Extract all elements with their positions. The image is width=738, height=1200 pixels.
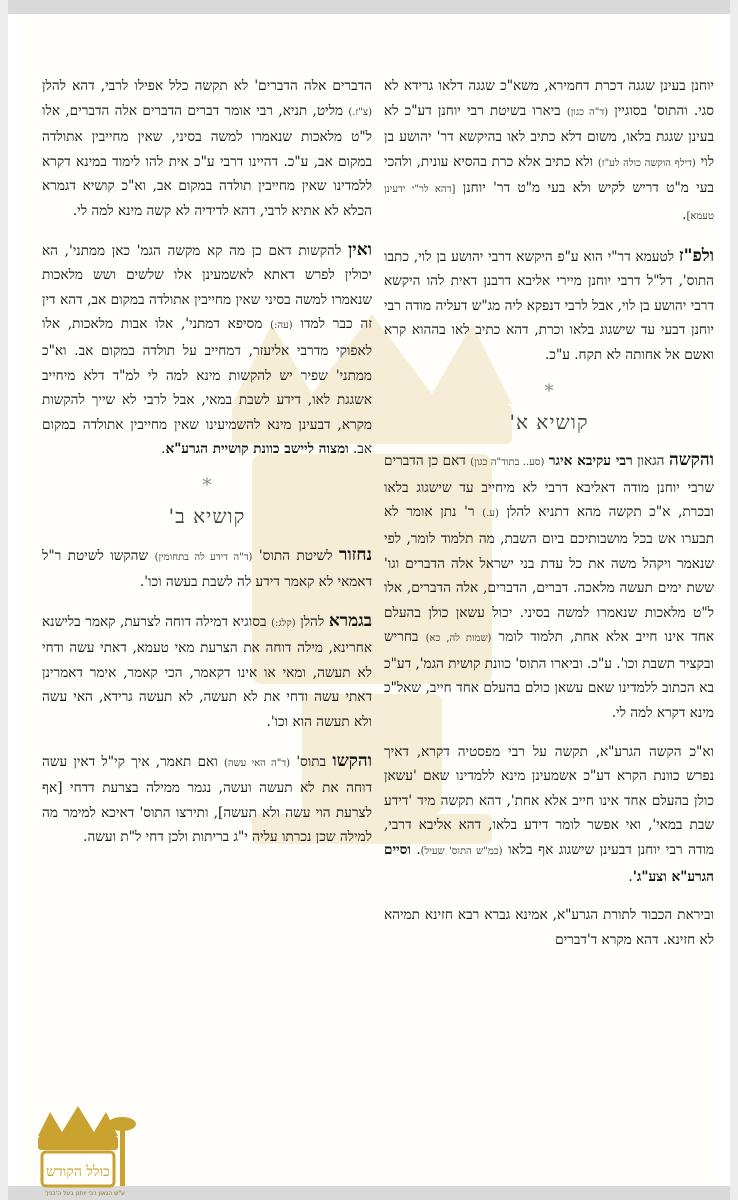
source-note: (כמ"ש התוס' שעיל): [420, 846, 503, 858]
lead-word: נחזור: [338, 544, 373, 565]
lead-word: ולפ"ז: [678, 245, 714, 266]
source-note: (דילף הוקשה כולה לע"ז): [597, 157, 696, 169]
source-note: (צ"ז.): [348, 106, 372, 118]
source-note: (ד"ה כגון): [566, 106, 609, 118]
lead-word: ואין: [347, 239, 372, 260]
paragraph: ואין להקשות דאם כן מה קא מקשה הגמ' כאן ממתני', הא יכולין לפרש דאתא לאשמעינן אלו שלשים ושש מלאכות שנאמרו למשה בסיני שאין מחייבין אתולדה במקום אב, דהא דין זה כבר למדו (עה:) מסיפא דמתני', אלו אבות מלאכות, אלו לאפוקי מדרבי אליעזר, דמחייב על תולדה במקום אב. וא"כ ממתני' שפיר יש להקשות מינא למה לי למ"ד דלא מיחייב אשגגת לאו, דידע לשבת במאי, אבל לרבי לא שייך להקשות מקרא, דבעינן מינא להשמיעינו שאין מחייבין אתולדה במקום אב. ומצוה ליישב כוונת קושיית הגרע"א.: [42, 239, 372, 458]
left-column: [42, 74, 372, 864]
lead-word: בגמרא: [328, 610, 372, 631]
paragraph: ולפ"ז לטעמא דר"י הוא ע"פ היקשא דרבי יהושע בן לוי, כתבו התוס', דל"ל דרבי יוחנן מיירי אליבא דרבנן דאית להו היקשא דרבי יהושע בן לוי, אבל לרבי דנפקא ליה מג"ש דעליה מודה רבי יוחנן דבעי עד שישגוג בלאו וכרת, דהא כתיב לאו בההוא קרא ואשם אל אחותה לא תקח. ע"כ.: [384, 245, 714, 363]
asterisk-divider: *: [202, 474, 212, 496]
paragraph: נחזור לשיטת התוס' (ד"ה דידע לה בתחומין) שהקשו לשיטת ר"ל דאמאי לא קאמר דידע לה לשבת בעשה וכו'.: [42, 544, 373, 591]
source-note: (ד"ה דידע לה בתחומין): [154, 551, 253, 563]
bold-phrase: ומצוה ליישב כוונת קושיית הגרע"א: [165, 441, 349, 458]
paragraph: והקשה הגאון רבי עקיבא איגר (סע.. בתוד"ה כגון) דאם כן הדברים שרבי יוחנן מודה דאליבא דרבי לא מיחייב עד שישגוג בלאו ובכרת, א"כ תקשה מהא דתניא להלן (ע.) ר' נתן אומר לא תבערו אש בכל מושבותיכם ביום השבת, מה תלמוד לומר, לפי שנאמר ויקהל משה את כל עדת בני ישראל אלה הדברים וגו' ששת ימים תעשה מלאכה. דברים, הדברים, אלה הדברים, אלו ל"ט מלאכות שנאמרו למשה בסיני. יכול עשאן כולן בהעלם אחד אינו חייב אלא אחת, תלמוד לומר (שמות לה, כא) בחריש ובקציר תשבת וכו'. ע"כ. וביארו התוס' כוונת קושית הגמ', דע"כ בא הכתוב ללמדינו שאם עשאן כולם בהעלם אחד חייב, שאל"כ מינא דקרא למה לי.: [384, 450, 715, 722]
screen-right-margin: [730, 0, 738, 1200]
screen-left-margin: [0, 0, 8, 1200]
asterisk-divider: *: [544, 380, 554, 402]
paragraph: הדברים אלה הדברים' לא תקשה כלל אפילו לרבי, דהא להלן (צ"ז.) מליט, תניא, רבי אומר דברים הדברים אלה הדברים, אלו ל"ט מלאכות שנאמרו למשה בסיני, שאין מחייבין אתולדה במקום אב, ע"כ. דהיינו דרבי ע"כ אית להו לימוד במינא דקרא ללמדינו שאין מחייבין תולדה במקום אב, וא"כ קושיא דגמרא הכלא לא אתיא לרבי, דהא לדידיה לא קשה מינא למה לי.: [42, 78, 372, 219]
paragraph: יוחנן בעינן שגגה דכרת דחמירא, משא"כ שגגה דלאו גרידא לא סגי. והתוס' בסוגיין (ד"ה כגון) ביארו בשיטת רבי יוחנן דע"כ לא בעינן שגגת בלאו, משום דלא כתיב לאו בהיקשא דר' יהושע בן לוי (דילף הוקשה כולה לע"ז) ולא כתיב אלא כרת בהסיא עונית, ולהכי בעי מ"ט דריש לקיש ולא בעי מ"ט דר' יוחנן [דהא לר"י ידעינן טעמא].: [384, 78, 714, 223]
source-note: (קלג:): [271, 617, 296, 629]
author-name: רבי עקיבא איגר: [548, 453, 633, 470]
logo-caption: ע"ש הגאון רבי יוחנן בעל ה'בנין': [45, 1190, 125, 1197]
paragraph: וא"כ הקשה הגרע"א, תקשה על רבי מפסטיה דקרא, דאיך נפרש כוונת הקרא דע"כ אשמעינן מינא ללמדינו שאם 'עשאן כולן בהעלם אחד אינו חייב אלא אחת', דהא תקשה מיד 'דידע שבת במאי', ואי אפשר לומר דידע בלאו, דהא אליבא דרבי, מודה רבי יוחנן דבעינן שישגוג אף בלאו (כמ"ש התוס' שעיל). וסיים הגרע"א וצע"ג'.: [384, 743, 714, 885]
source-note: (ד"ה האי עשה): [223, 757, 291, 769]
right-column: [384, 74, 714, 966]
lead-word: והקשה: [668, 450, 715, 471]
source-note: (שמות לה, כא): [425, 633, 492, 645]
source-note: (ע.): [482, 508, 499, 520]
paragraph: וביראת הכבוד לתורת הגרע"א, אמינא גברא רבא חזינא תמיהא לא חזינא. דהא מקרא ד'דברים: [384, 907, 714, 948]
logo-text: כולל הקודש: [46, 1164, 110, 1180]
document-page: [22, 14, 716, 1197]
source-note: (עה:): [270, 320, 293, 332]
lead-word: והקשו: [332, 750, 373, 771]
source-note: (סע.. בתוד"ה כגון): [470, 457, 545, 469]
publisher-logo-icon: [28, 1106, 140, 1198]
bold-phrase: וסיים הגרע"א וצע"ג': [384, 842, 714, 885]
paragraph: והקשו בתוס' (ד"ה האי עשה) ואם תאמר, איך קי"ל דאין עשה דוחה את לא תעשה ועשה, נגמר ממילה בצרעת דדחי [אף לצרעת הוי עשה ולא תעשה], ותירצו התוס' דאיכא למימר מה למילה שכן נכרתו עליה י"ג בריתות ולכן דחי ל"ת ועשה.: [42, 750, 373, 846]
section-title: קושיא א': [509, 409, 589, 434]
screen-top-bar: [0, 0, 738, 14]
section-title: קושיא ב': [168, 503, 246, 528]
paragraph: בגמרא להלן (קלג:) בסוגיא דמילה דוחה לצרעת, קאמר בלישנא אחרינא, מילה דוחה את הצרעת מאי טעמא, דאתי עשה ודחי לא תעשה, ומאי או אינו דקאמר, הכי קאמר, אימר דאמרינן דאתי עשה ודחי את לא תעשה, לא תעשה גרידא, האי עשה ולא תעשה הוא וכו'.: [42, 610, 372, 731]
source-note: [דהא לר"י ידעינן טעמא]: [384, 184, 714, 222]
